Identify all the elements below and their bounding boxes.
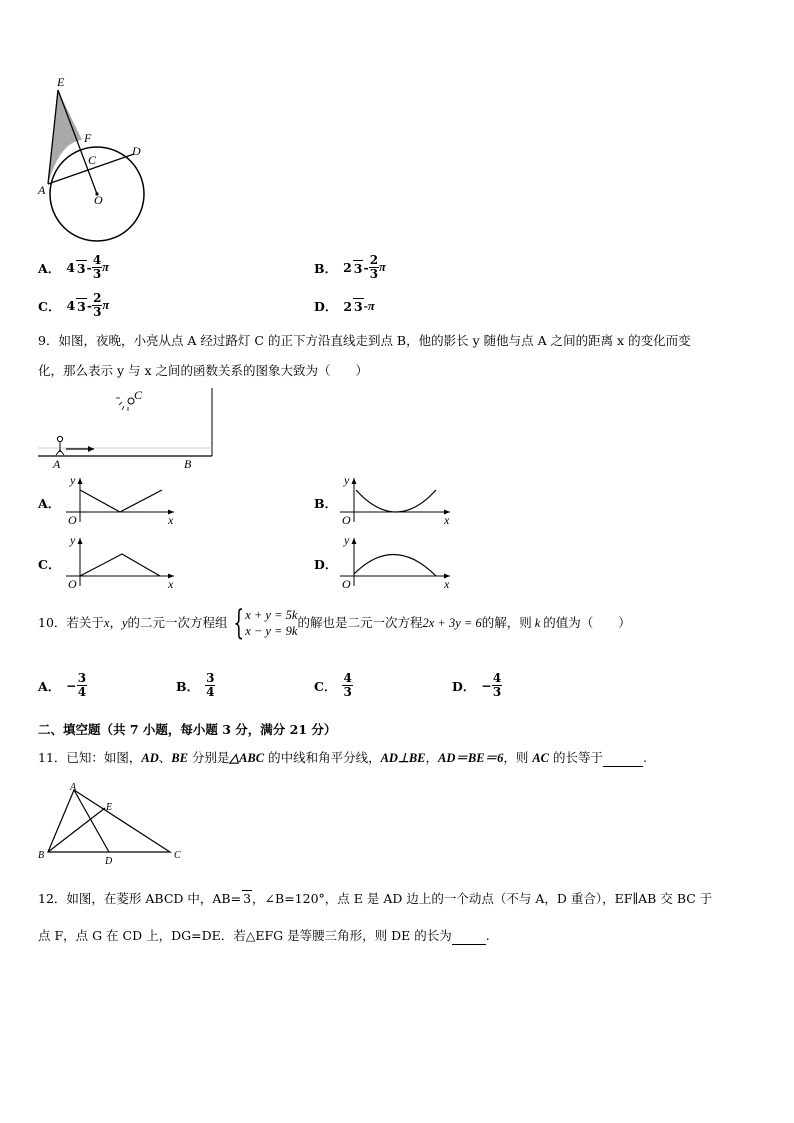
fraction: $\frac{3}{4}$ <box>77 671 87 699</box>
triangle-abc <box>48 790 170 852</box>
fraction: $\frac{4}{3}$ <box>92 253 102 281</box>
svg-text:B: B <box>38 850 45 861</box>
label-a: A <box>53 457 61 471</box>
label-o: O <box>94 193 103 207</box>
label-f: F <box>84 131 92 145</box>
q11-text: 11．已知：如图，AD、BE 分别是△ABC 的中线和角平分线，AD⊥BE，AD＝BE＝6，则 AC 的长等于 . <box>38 750 647 765</box>
svg-text:y: y <box>344 534 350 547</box>
section-heading: 二、填空题（共 7 小题，每小题 3 分，满分 21 分） <box>38 722 337 737</box>
person-head-icon <box>57 436 62 441</box>
q9-option-c-graph[interactable] <box>60 534 178 590</box>
fraction: $\frac{2}{3}$ <box>93 291 102 319</box>
answer-blank[interactable] <box>603 750 643 767</box>
q8-figure <box>30 72 160 244</box>
svg-text:y: y <box>344 474 350 487</box>
equation-system: { x + y = 5k x − y = 9k <box>232 603 298 643</box>
svg-text:O: O <box>68 513 77 526</box>
fraction: $\frac{3}{4}$ <box>206 671 215 699</box>
q10-option-d[interactable]: D． − $\frac{4}{3}$ <box>452 671 502 699</box>
q9-option-b-label[interactable]: B． <box>314 496 338 511</box>
answer-blank[interactable] <box>452 928 486 945</box>
fraction: $\frac{2}{3}$ <box>369 253 379 281</box>
svg-text:y: y <box>70 474 76 487</box>
label-b: B <box>184 457 192 471</box>
lamp-rays-icon <box>116 398 128 411</box>
fraction: $\frac{4}{3}$ <box>492 671 502 699</box>
q9-text-line1: 9．如图，夜晚，小亮从点 A 经过路灯 C 的正下方沿直线走到点 B，他的影长 y 随他与点 A 之间的距离 x 的变化而变 <box>38 333 691 348</box>
q9-option-d-graph[interactable] <box>334 534 454 590</box>
q9-option-c-label[interactable]: C． <box>38 557 61 572</box>
streetlight-scene <box>36 386 216 472</box>
label-e: E <box>57 75 65 89</box>
label-d: D <box>132 144 141 158</box>
svg-text:x: x <box>168 577 174 590</box>
q9-scene-figure <box>36 386 216 472</box>
q8-option-d[interactable]: D． 2 3 -π <box>314 298 375 314</box>
q12-text-line1: 12．如图，在菱形 ABCD 中，AB= 3，∠B=120°，点 E 是 AD 边上的一个动点（不与 A，D 重合），EF∥AB 交 BC 于 <box>38 891 713 906</box>
circle-tangent-diagram <box>30 72 160 244</box>
q8-option-a[interactable]: A． 4 3 - $\frac{4}{3}$ π <box>38 253 109 281</box>
q9-option-b-graph[interactable] <box>334 474 454 526</box>
svg-text:O: O <box>342 513 351 526</box>
graph-curve <box>80 554 160 576</box>
q10-option-b[interactable]: B． $\frac{3}{4}$ <box>176 671 215 699</box>
q11-figure <box>34 782 190 866</box>
q10-text: 10．若关于 x ， y 的二元一次方程组 { x + y = 5k x − y = 9k 的解也是二元一次方程 2x + 3y = 6 的解，则 k 的值为（ ） <box>38 603 631 643</box>
svg-text:O: O <box>342 577 351 590</box>
q9-text-line2: 化，那么表示 y 与 x 之间的函数关系的图象大致为（ ） <box>38 363 369 378</box>
label-a: A <box>38 183 46 197</box>
median-ad <box>74 790 109 852</box>
graph-curve <box>354 554 436 576</box>
svg-text:x: x <box>444 577 450 590</box>
q9-option-d-label[interactable]: D． <box>314 557 338 572</box>
q10-option-a[interactable]: A． − $\frac{3}{4}$ <box>38 671 87 699</box>
triangle-abc-diagram <box>34 782 190 866</box>
svg-text:y: y <box>70 534 76 547</box>
graph-curve <box>356 490 436 512</box>
q8-option-c[interactable]: C． 4 3 - $\frac{2}{3}$ π <box>38 291 110 319</box>
q10-option-c[interactable]: C． $\frac{4}{3}$ <box>314 671 352 699</box>
svg-text:C: C <box>174 850 181 861</box>
svg-text:A: A <box>70 782 77 793</box>
label-c: C <box>88 153 97 167</box>
fraction: $\frac{4}{3}$ <box>343 671 352 699</box>
svg-text:x: x <box>444 513 450 526</box>
q9-option-a-graph[interactable] <box>60 474 178 526</box>
svg-text:D: D <box>105 856 113 866</box>
q9-option-a-label[interactable]: A． <box>38 496 61 511</box>
svg-text:E: E <box>106 802 113 813</box>
graph-curve <box>80 490 162 512</box>
q12-text-line2: 点 F，点 G 在 CD 上，DG=DE．若△EFG 是等腰三角形，则 DE 的长为 . <box>38 928 490 943</box>
q8-option-b[interactable]: B． 2 3 - $\frac{2}{3}$ π <box>314 253 386 281</box>
label-c: C <box>134 388 143 402</box>
svg-text:x: x <box>168 513 174 526</box>
svg-text:O: O <box>68 577 77 590</box>
